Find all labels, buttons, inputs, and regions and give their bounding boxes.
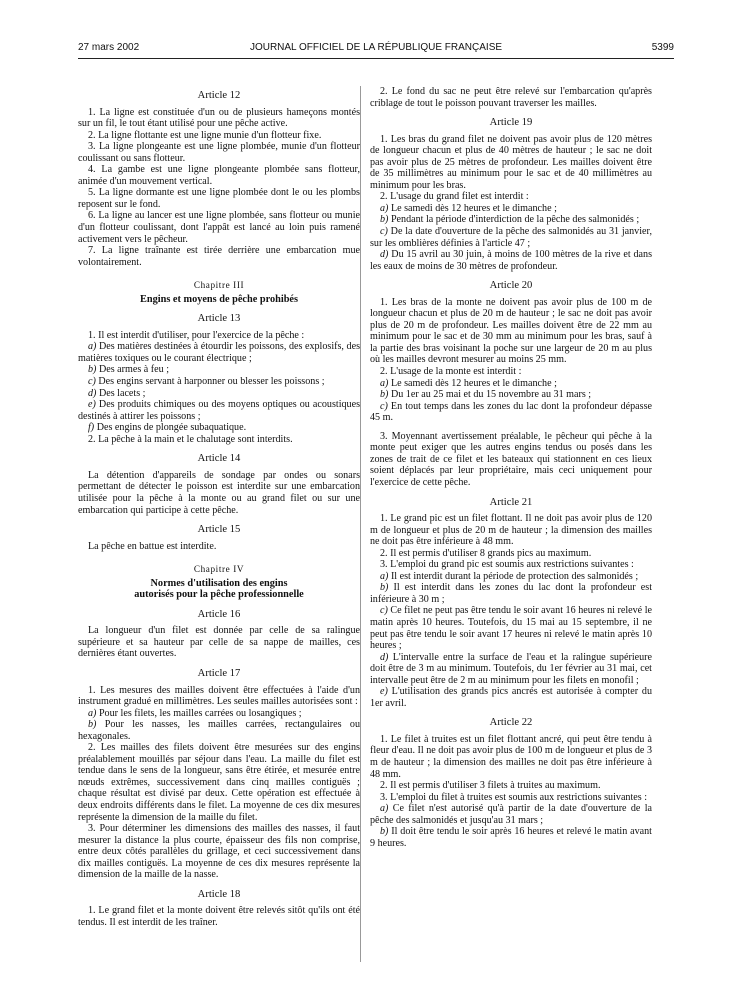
item-letter: d) (380, 249, 389, 261)
article-16-title: Article 16 (197, 608, 241, 620)
article-14-para-1: La détention d'appareils de sondage par ondes ou sonars permettant de détecter le poisson est interdite sur une embarcation utilisée pour la pêche à la monte ou au grand filet ou sur une embarcation qui participe à cette pêche. (78, 469, 360, 516)
item-text: Il doit être tendu le soir après 16 heures et relevé le matin avant 9 heures. (370, 826, 652, 849)
article-21-item-c (370, 605, 652, 651)
item-text: Des lacets ; (96, 387, 146, 399)
article-12-para-7: 7. La ligne traînante est tirée derrière une embarcation mue volontairement. (78, 245, 360, 268)
article-18-para-2: 2. Le fond du sac ne peut être relevé sur l'embarcation qu'après criblage de tout le poisson pouvant traverser les mailles. (370, 86, 652, 109)
item-text: Des engins servant à harponner ou blesser les poissons ; (95, 376, 325, 388)
article-15-para-1: La pêche en battue est interdite. (88, 540, 217, 552)
item-text: Des armes à feu ; (96, 364, 170, 376)
article-19-para-2: 2. L'usage du grand filet est interdit : (380, 191, 529, 203)
article-15-title: Article 15 (197, 524, 241, 536)
left-column (78, 86, 360, 928)
article-12-para-2: 2. La ligne flottante est une ligne munie d'un flotteur fixe. (88, 129, 322, 141)
item-letter: a) (88, 707, 97, 719)
item-text: Ce filet n'est autorisé qu'à partir de la date d'ouverture de la pêche des salmonidés et jusqu'au 31 mars ; (370, 803, 652, 826)
article-20-item-a (370, 378, 652, 390)
item-text: Pour les filets, les mailles carrées ou losangiques ; (96, 707, 302, 719)
article-17-title: Article 17 (197, 667, 241, 679)
item-text: Du 15 avril au 30 juin, à moins de 100 mètres de la rive et dans les eaux de moins de 30 mètres de profondeur. (370, 249, 652, 272)
article-19-title: Article 19 (489, 117, 533, 129)
article-21-para-1: 1. Le grand pic est un filet flottant. Il ne doit pas avoir plus de 120 m de longueur et plus de 20 m de hauteur ; la dimension des mailles ne doit pas être inférieure à 48 mm. (370, 513, 652, 548)
article-21-item-b (370, 582, 652, 605)
item-letter: c) (380, 400, 388, 412)
item-text: Le samedi dès 12 heures et le dimanche ; (388, 377, 557, 389)
article-20-para-3: 3. Moyennant avertissement préalable, le pêcheur qui pêche à la monte peut exiger que les autres engins tendus ou posés dans les zones de trait de ce filet et les bateaux qui stationnent en ces lieux soient déplacés par leur propriétaire, mais ceci uniquement pour l'exercice de cette pêche. (370, 430, 652, 488)
article-12-para-4: 4. La gambe est une ligne plongeante plombée sans flotteur, animée d'un mouvement vertical. (78, 164, 360, 187)
article-19-item-b (370, 214, 652, 226)
column-separator (360, 86, 361, 962)
item-text: L'utilisation des grands pics ancrés est autorisée à compter du 1er avril. (370, 686, 652, 709)
article-17-item-b (78, 719, 360, 742)
item-letter: a) (380, 202, 389, 214)
article-21-item-d (370, 652, 652, 687)
item-text: Pendant la période d'interdiction de la pêche des salmonidés ; (388, 214, 640, 226)
article-13-item-f (78, 422, 360, 434)
item-letter: a) (380, 377, 389, 389)
article-12-para-3: 3. La ligne plongeante est une ligne plombée, munie d'un flotteur coulissant ou sans flotteur. (78, 141, 360, 164)
chapter-3-title: Engins et moyens de pêche prohibés (140, 293, 298, 305)
item-letter: c) (380, 226, 388, 238)
item-text: Des engins de plongée subaquatique. (94, 422, 247, 434)
item-letter: d) (88, 387, 97, 399)
item-letter: b) (380, 389, 389, 401)
article-21-item-a (370, 571, 652, 583)
page-number: 5399 (651, 42, 674, 53)
item-letter: b) (380, 214, 389, 226)
article-21-para-3: 3. L'emploi du grand pic est soumis aux restrictions suivantes : (380, 559, 634, 571)
header-rule (78, 58, 674, 59)
item-letter: a) (380, 803, 389, 815)
article-12-para-1: 1. La ligne est constituée d'un ou de plusieurs hameçons montés sur un fil, le tout étant utilisé pour une pêche active. (78, 106, 360, 130)
item-letter: e) (88, 399, 96, 411)
article-13-item-e (78, 399, 360, 422)
right-column (370, 86, 652, 849)
article-19-item-c (370, 226, 652, 249)
article-22-item-b (370, 826, 652, 849)
item-letter: b) (380, 826, 389, 838)
item-text: Des produits chimiques ou des moyens optiques ou acoustiques destinés à attirer les poissons ; (78, 399, 360, 422)
article-14-title: Article 14 (197, 453, 241, 465)
item-letter: b) (380, 582, 389, 594)
article-22-item-a (370, 803, 652, 826)
article-13-item-c (78, 376, 360, 388)
article-19-item-d (370, 249, 652, 272)
page-header (78, 42, 674, 56)
article-13-para-1: 1. Il est interdit d'utiliser, pour l'exercice de la pêche : (88, 329, 305, 341)
article-22-para-1: 1. Le filet à truites est un filet flottant ancré, qui peut être tendu à fleur d'eau. Il ne doit pas avoir plus de 100 m de longueur et plus de 3 m de hauteur ; la dimension des mailles ne doit pas être inférieure à 48 mm. (370, 733, 652, 780)
article-20-item-c (370, 401, 652, 424)
article-17-para-3: 3. Pour déterminer les dimensions des mailles des nasses, il faut mesurer la distance la plus courte, épaisseur des fils non comprise, entre deux côtés parallèles du grillage, et ceci successivement dans dix mailles contiguës. La moyenne de ces dix mesures représente la dimension de la maille de la nasse. (78, 823, 360, 881)
item-text: En tout temps dans les zones du lac dont la profondeur dépasse 45 m. (370, 400, 652, 424)
article-20-item-b (370, 389, 652, 401)
journal-title: JOURNAL OFFICIEL DE LA RÉPUBLIQUE FRANÇAISE (249, 42, 503, 53)
article-21-para-2: 2. Il est permis d'utiliser 8 grands pics au maximum. (380, 547, 592, 559)
article-16-para-1: La longueur d'un filet est donnée par celle de sa ralingue supérieure et sa hauteur par celle de sa nappe de mailles, ces dernières étant ouvertes. (78, 625, 360, 660)
item-letter: e) (380, 686, 388, 698)
issue-date: 27 mars 2002 (78, 42, 140, 53)
article-22-para-3: 3. L'emploi du filet à truites est soumis aux restrictions suivantes : (380, 791, 648, 803)
item-letter: a) (380, 570, 389, 582)
item-text: Il est interdit durant la période de protection des salmonidés ; (388, 570, 639, 582)
article-13-para-2: 2. La pêche à la main et le chalutage sont interdits. (88, 433, 293, 445)
item-letter: c) (380, 605, 388, 617)
article-21-title: Article 21 (489, 496, 533, 508)
article-13-item-d (78, 388, 360, 400)
article-17-item-a (78, 708, 360, 720)
article-18-para-1: 1. Le grand filet et la monte doivent être relevés sitôt qu'ils ont été tendus. Il est interdit de les traîner. (78, 905, 360, 928)
item-letter: c) (88, 376, 96, 388)
item-letter: a) (88, 341, 97, 353)
article-20-para-2: 2. L'usage de la monte est interdit : (380, 366, 522, 378)
item-letter: b) (88, 364, 97, 376)
item-text: Le samedi dès 12 heures et le dimanche ; (388, 202, 557, 214)
article-21-item-e (370, 686, 652, 709)
item-letter: d) (380, 651, 389, 663)
item-text: Du 1er au 25 mai et du 15 novembre au 31 mars ; (388, 389, 592, 401)
item-text: L'intervalle entre la surface de l'eau et la ralingue supérieure doit être de 3 m au minimum. Toutefois, du 1er février au 31 mai, cet intervalle peut être de 2 m au minimum pour les filets en monofil ; (370, 651, 652, 686)
article-12-para-6: 6. La ligne au lancer est une ligne plombée, sans flotteur ou munie d'un flotteur coulissant, dont l'appât est lancé au loin puis ramené activement vers le pêcheur. (78, 210, 360, 245)
article-13-title: Article 13 (197, 313, 241, 325)
chapter-4-title-line-1: Normes d'utilisation des engins (150, 577, 288, 589)
item-text: De la date d'ouverture de la pêche des salmonidés au 31 janvier, sur les omblières définies à l'article 47 ; (370, 226, 652, 249)
article-19-item-a (370, 203, 652, 215)
item-text: Il est interdit dans les zones du lac dont la profondeur est inférieure à 30 m ; (370, 582, 652, 605)
item-letter: b) (88, 719, 97, 731)
article-12-title: Article 12 (197, 90, 241, 101)
article-18-title: Article 18 (197, 888, 241, 900)
article-13-item-a (78, 341, 360, 364)
article-20-para-1: 1. Les bras de la monte ne doivent pas avoir plus de 100 m de longueur chacun et plus de 20 m de hauteur ; le sac ne doit pas avoir plus de 20 m de profondeur. Les mailles doivent être de 22 mm au minimum pour le sac et de 30 mm au minimum pour les bras, sauf à la partie des bras voisinant la poche sur une largeur de 20 m au plus où les mailles devront mesurer au moins 25 mm. (370, 296, 652, 366)
article-20-title: Article 20 (489, 280, 533, 292)
article-19-para-1: 1. Les bras du grand filet ne doivent pas avoir plus de 120 mètres de longueur chacun et plus de 40 mètres de hauteur ; le sac ne doit pas avoir plus de 25 mètres de profondeur. Les mailles doivent être de 35 millimètres au minimum pour le sac et de 40 millimètres au minimum pour les bras. (370, 133, 652, 191)
item-text: Ce filet ne peut pas être tendu le soir avant 16 heures ni relevé le matin après 10 heures. Toutefois, du 15 mai au 15 septembre, il ne peut pas être tendu le soir avant 17 heures ni relevé le matin après 10 heures ; (370, 605, 652, 652)
article-17-para-1: 1. Les mesures des mailles doivent être effectuées à l'aide d'un instrument gradué en millimètres. Les seules mailles autorisées sont : (78, 684, 360, 708)
article-13-item-b (78, 364, 360, 376)
chapter-4-title-line-2: autorisés pour la pêche professionnelle (134, 589, 304, 601)
chapter-3-label: Chapitre III (193, 280, 245, 291)
item-text: Pour les nasses, les mailles carrées, rectangulaires ou hexagonales. (78, 719, 360, 742)
chapter-4-label: Chapitre IV (193, 564, 245, 575)
item-letter: f) (88, 422, 95, 434)
article-17-para-2: 2. Les mailles des filets doivent être mesurées sur des engins préalablement mouillés par séjour dans l'eau. La maille du filet est tendue dans le sens de la longueur, sans être étirée, et mesurée entre nœuds extrêmes, successivement dans cinq mailles contiguës ; chaque résultat est divisé par deux. Cette opération est effectuée à deux endroits différents dans le filet. La moyenne de ces dix mesures représente la dimension de la maille du filet. (78, 742, 360, 823)
article-12-para-5: 5. La ligne dormante est une ligne plombée dont le ou les plombs reposent sur le fond. (78, 187, 360, 210)
item-text: Des matières destinées à étourdir les poissons, des explosifs, des matières toxiques ou le courant électrique ; (78, 341, 360, 364)
article-22-para-2: 2. Il est permis d'utiliser 3 filets à truites au maximum. (380, 780, 601, 792)
article-22-title: Article 22 (489, 717, 533, 729)
